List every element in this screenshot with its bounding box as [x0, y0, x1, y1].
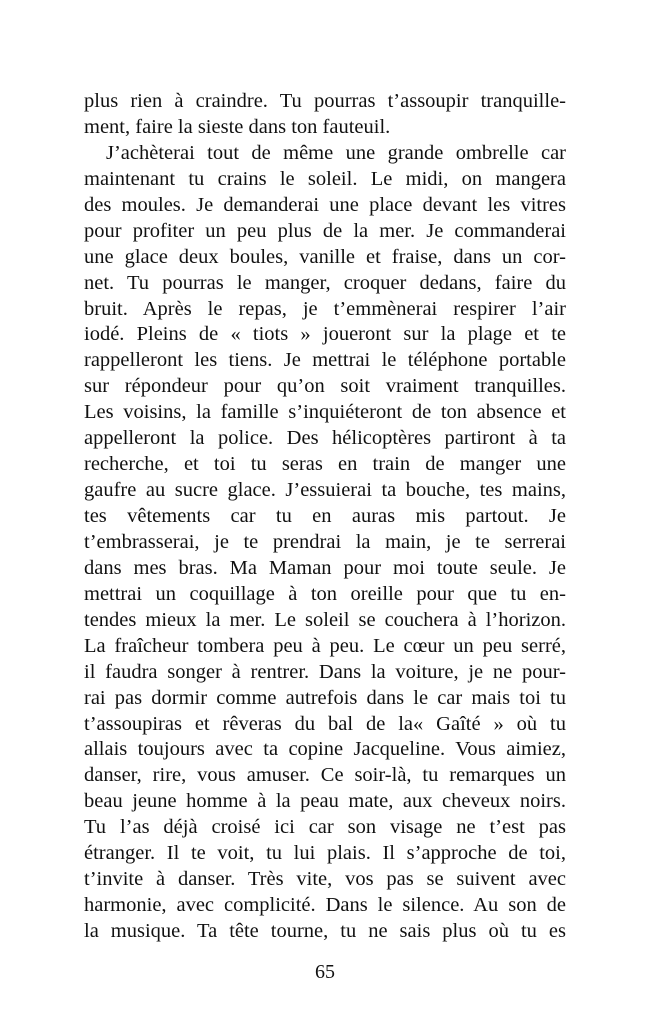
body-text [84, 89, 566, 945]
page-number: 65 [315, 961, 335, 983]
text-line: la musique. Ta tête tourne, tu ne sais plus où tu es [84, 920, 566, 942]
text-line: sur répondeur pour qu’on soit vraiment tranquilles. [84, 375, 566, 398]
text-line: t’invite à danser. Très vite, vos pas se suivent avec [84, 868, 566, 891]
text-line: dans mes bras. Ma Maman pour moi toute seule. Je [84, 556, 566, 579]
text-line: une glace deux boules, vanille et fraise, dans un cor- [84, 245, 566, 268]
text-line: La fraîcheur tombera peu à peu. Le cœur un peu serré, [84, 634, 566, 657]
text-line: ment, faire la sieste dans ton fauteuil. [84, 115, 391, 138]
paragraph-2 [84, 141, 566, 945]
text-line: beau jeune homme à la peau mate, aux cheveux noirs. [84, 790, 566, 813]
text-line: Les voisins, la famille s’inquiéteront de ton absence et [84, 401, 566, 424]
text-line: rai pas dormir comme autrefois dans le car mais toi tu [84, 686, 566, 709]
text-line: il faudra songer à rentrer. Dans la voiture, je ne pour- [84, 660, 566, 683]
text-line: net. Tu pourras le manger, croquer dedans, faire du [84, 271, 566, 294]
text-line: harmonie, avec complicité. Dans le silence. Au son de [84, 894, 566, 917]
text-line: allais toujours avec ta copine Jacqueline. Vous aimiez, [84, 738, 566, 761]
text-line: iodé. Pleins de « tiots » joueront sur la plage et te [84, 323, 566, 346]
text-line: tes vêtements car tu en auras mis partout. Je [84, 505, 566, 527]
text-line: appelleront la police. Des hélicoptères partiront à ta [84, 427, 566, 450]
text-line: étranger. Il te voit, tu lui plais. Il s’approche de toi, [84, 842, 566, 865]
text-line: danser, rire, vous amuser. Ce soir-là, tu remarques un [84, 764, 566, 787]
text-line: tendes mieux la mer. Le soleil se couchera à l’horizon. [84, 608, 566, 631]
text-line: plus rien à craindre. Tu pourras t’assoupir tranquille- [84, 90, 566, 112]
text-line: des moules. Je demanderai une place devant les vitres [84, 193, 566, 216]
text-line: pour profiter un peu plus de la mer. Je commanderai [84, 219, 566, 242]
text-line: Tu l’as déjà croisé ici car son visage ne t’est pas [84, 816, 566, 839]
text-line: J’achèterai tout de même une grande ombrelle car [106, 141, 566, 164]
text-line: mettrai un coquillage à ton oreille pour que tu en- [84, 582, 566, 605]
text-line: gaufre au sucre glace. J’essuierai ta bouche, tes mains, [84, 479, 566, 502]
text-line: maintenant tu crains le soleil. Le midi, on mangera [84, 167, 566, 190]
text-line: rappelleront les tiens. Je mettrai le téléphone portable [84, 349, 566, 372]
text-line: t’assoupiras et rêveras du bal de la« Gaîté » où tu [84, 712, 566, 735]
paragraph-1 [84, 89, 566, 141]
text-line: t’embrasserai, je te prendrai la main, je te serrerai [84, 530, 566, 553]
text-line: bruit. Après le repas, je t’emmènerai respirer l’air [84, 297, 566, 320]
text-line: recherche, et toi tu seras en train de manger une [84, 453, 566, 476]
